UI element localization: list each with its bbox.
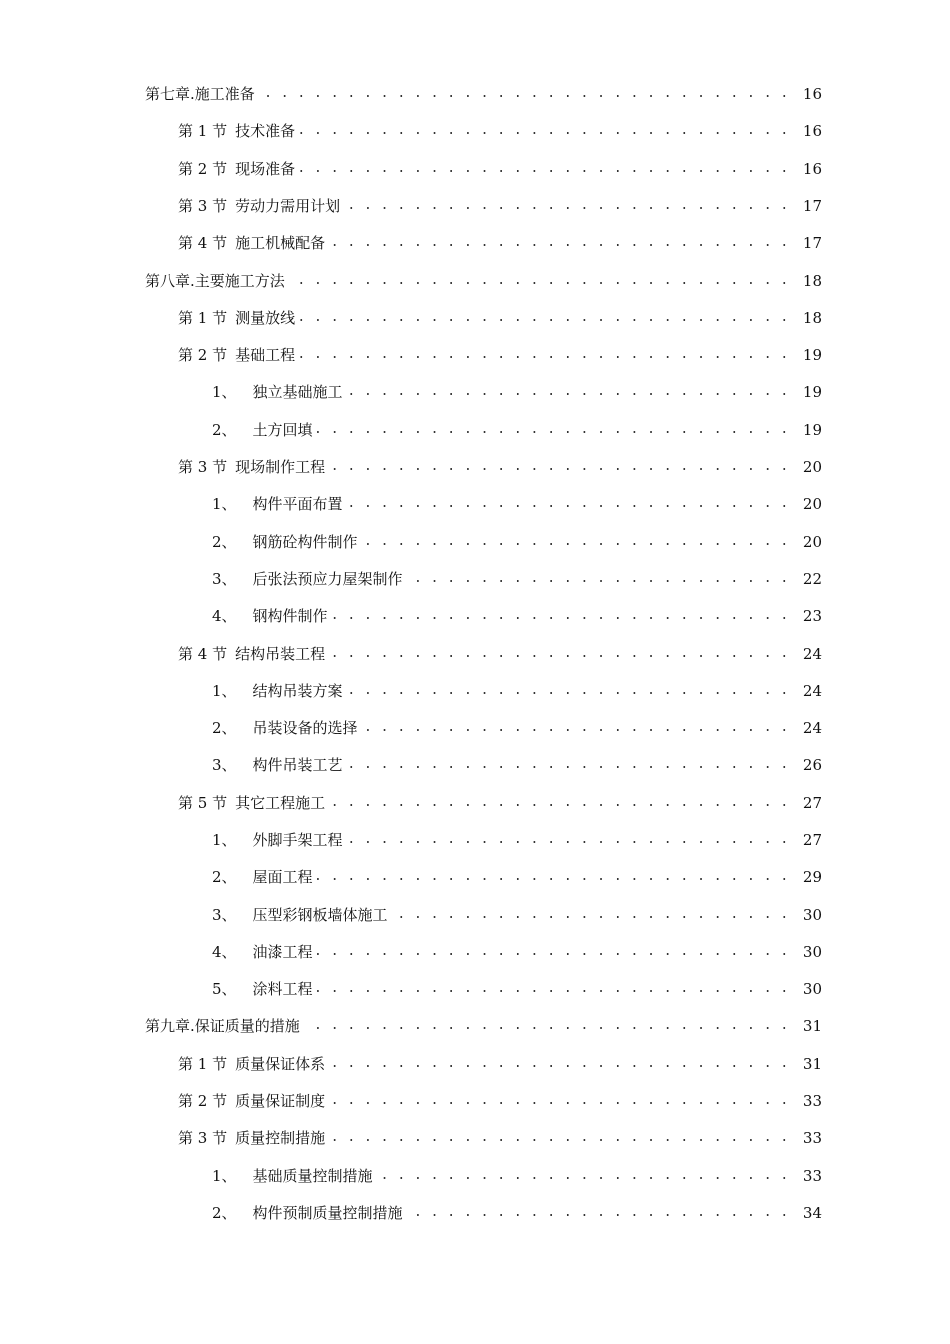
toc-entry-label xyxy=(212,418,317,442)
toc-entry-title: 压型彩钢板墙体施工 xyxy=(252,906,388,924)
toc-entry-title: 现场准备 xyxy=(235,160,296,178)
toc-entry-title: 构件吊装工艺 xyxy=(252,756,343,774)
toc-entry-number: 第 4 节 xyxy=(178,645,228,663)
toc-entry-label xyxy=(212,604,332,628)
toc-entry-page: 16 xyxy=(799,119,822,143)
toc-entry-page: 29 xyxy=(799,865,822,889)
toc-entry-label xyxy=(212,679,347,703)
toc-entry-title: 结构吊装工程 xyxy=(235,645,326,663)
toc-entry-page: 24 xyxy=(799,642,822,666)
toc-entry-page: 24 xyxy=(799,679,822,703)
toc-entry-label xyxy=(178,231,329,255)
toc-entry-number: 3、 xyxy=(212,906,237,924)
toc-entry-label xyxy=(178,1126,329,1150)
toc-entry-section[interactable] xyxy=(0,194,950,218)
toc-entry-page: 22 xyxy=(799,567,822,591)
toc-entry-page: 17 xyxy=(799,231,822,255)
toc-entry-label xyxy=(212,492,347,516)
toc-entry-page: 33 xyxy=(799,1089,822,1113)
toc-entry-item[interactable] xyxy=(0,977,950,1001)
toc-entry-number: 第七章 xyxy=(145,85,191,103)
toc-entry-number: 1、 xyxy=(212,495,237,513)
toc-entry-title: 钢筋砼构件制作 xyxy=(252,533,358,551)
toc-entry-item[interactable] xyxy=(0,1201,950,1225)
toc-entry-label xyxy=(212,530,362,554)
toc-entry-item[interactable] xyxy=(0,530,950,554)
toc-entry-number: 4、 xyxy=(212,607,237,625)
toc-entry-title: 独立基础施工 xyxy=(252,383,343,401)
toc-entry-title: 技术准备 xyxy=(235,122,296,140)
toc-entry-label xyxy=(212,1201,407,1225)
toc-entry-section[interactable] xyxy=(0,1052,950,1076)
toc-entry-title: 后张法预应力屋架制作 xyxy=(252,570,403,588)
toc-entry-page: 17 xyxy=(799,194,822,218)
toc-entry-number: 第 2 节 xyxy=(178,1092,228,1110)
toc-entry-section[interactable] xyxy=(0,455,950,479)
toc-entry-number: 第 1 节 xyxy=(178,1055,228,1073)
toc-entry-title: .主要施工方法 xyxy=(190,272,285,290)
toc-entry-number: 1、 xyxy=(212,1167,237,1185)
toc-entry-title: 测量放线 xyxy=(235,309,296,327)
toc-entry-page: 30 xyxy=(799,940,822,964)
toc-entry-page: 19 xyxy=(799,343,822,367)
toc-entry-page: 20 xyxy=(799,530,822,554)
toc-entry-number: 2、 xyxy=(212,719,237,737)
toc-entry-page: 27 xyxy=(799,828,822,852)
toc-entry-label xyxy=(178,642,329,666)
toc-entry-page: 24 xyxy=(799,716,822,740)
toc-entry-label xyxy=(178,343,299,367)
toc-entry-number: 第 3 节 xyxy=(178,1129,228,1147)
toc-entry-label xyxy=(178,1052,329,1076)
toc-entry-label xyxy=(178,157,299,181)
toc-entry-page: 18 xyxy=(799,269,822,293)
toc-entry-item[interactable] xyxy=(0,753,950,777)
toc-entry-title: 构件平面布置 xyxy=(252,495,343,513)
toc-entry-title: 基础质量控制措施 xyxy=(252,1167,373,1185)
toc-entry-item[interactable] xyxy=(0,1164,950,1188)
toc-entry-page: 31 xyxy=(799,1052,822,1076)
toc-entry-number: 4、 xyxy=(212,943,237,961)
toc-entry-page: 30 xyxy=(799,977,822,1001)
toc-entry-page: 20 xyxy=(799,455,822,479)
toc-entry-item[interactable] xyxy=(0,903,950,927)
toc-entry-title: 劳动力需用计划 xyxy=(235,197,341,215)
toc-entry-item[interactable] xyxy=(0,828,950,852)
toc-entry-page: 33 xyxy=(799,1126,822,1150)
toc-entry-item[interactable] xyxy=(0,716,950,740)
toc-entry-title: 施工机械配备 xyxy=(235,234,326,252)
toc-entry-page: 30 xyxy=(799,903,822,927)
toc-entry-number: 第 2 节 xyxy=(178,346,228,364)
toc-entry-number: 2、 xyxy=(212,421,237,439)
toc-entry-title: .施工准备 xyxy=(190,85,255,103)
toc-entry-number: 第 3 节 xyxy=(178,197,228,215)
toc-entry-label xyxy=(212,753,347,777)
toc-entry-section[interactable] xyxy=(0,343,950,367)
toc-entry-page: 27 xyxy=(799,791,822,815)
toc-entry-label xyxy=(212,380,347,404)
toc-entry-title: 构件预制质量控制措施 xyxy=(252,1204,403,1222)
toc-entry-item[interactable] xyxy=(0,567,950,591)
toc-entry-section[interactable] xyxy=(0,1089,950,1113)
toc-entry-item[interactable] xyxy=(0,940,950,964)
toc-entry-page: 26 xyxy=(799,753,822,777)
toc-entry-label xyxy=(212,828,347,852)
toc-entry-title: 现场制作工程 xyxy=(235,458,326,476)
toc-entry-number: 3、 xyxy=(212,570,237,588)
toc-entry-section[interactable] xyxy=(0,157,950,181)
toc-entry-title: 质量保证制度 xyxy=(235,1092,326,1110)
toc-entry-number: 第 5 节 xyxy=(178,794,228,812)
toc-entry-title: 钢构件制作 xyxy=(252,607,328,625)
toc-entry-section[interactable] xyxy=(0,306,950,330)
toc-entry-number: 1、 xyxy=(212,682,237,700)
toc-entry-chapter[interactable] xyxy=(0,1014,950,1038)
toc-entry-label xyxy=(212,940,317,964)
toc-entry-page: 31 xyxy=(799,1014,822,1038)
toc-entry-title: 油漆工程 xyxy=(252,943,313,961)
toc-entry-label xyxy=(178,455,329,479)
toc-entry-page: 20 xyxy=(799,492,822,516)
toc-entry-chapter[interactable] xyxy=(0,82,950,106)
toc-entry-number: 第 4 节 xyxy=(178,234,228,252)
toc-entry-label xyxy=(178,119,299,143)
toc-entry-number: 第九章 xyxy=(145,1017,191,1035)
toc-entry-page: 19 xyxy=(799,418,822,442)
toc-entry-item[interactable] xyxy=(0,492,950,516)
toc-entry-section[interactable] xyxy=(0,642,950,666)
toc-entry-number: 第八章 xyxy=(145,272,191,290)
toc-entry-page: 19 xyxy=(799,380,822,404)
toc-entry-number: 2、 xyxy=(212,533,237,551)
toc-entry-title: 基础工程 xyxy=(235,346,296,364)
toc-entry-number: 第 2 节 xyxy=(178,160,228,178)
toc-entry-page: 18 xyxy=(799,306,822,330)
toc-entry-chapter[interactable] xyxy=(0,269,950,293)
toc-entry-number: 1、 xyxy=(212,383,237,401)
toc-entry-number: 2、 xyxy=(212,1204,237,1222)
toc-entry-number: 第 3 节 xyxy=(178,458,228,476)
toc-entry-label xyxy=(212,1164,377,1188)
toc-entry-label xyxy=(145,1014,304,1038)
toc-entry-number: 第 1 节 xyxy=(178,122,228,140)
toc-entry-title: 结构吊装方案 xyxy=(252,682,343,700)
toc-entry-title: 屋面工程 xyxy=(252,868,313,886)
toc-entry-label xyxy=(212,903,392,927)
toc-entry-title: .保证质量的措施 xyxy=(190,1017,300,1035)
toc-entry-section[interactable] xyxy=(0,791,950,815)
toc-entry-label xyxy=(145,269,289,293)
toc-entry-number: 2、 xyxy=(212,868,237,886)
toc-entry-number: 1、 xyxy=(212,831,237,849)
toc-entry-section[interactable] xyxy=(0,1126,950,1150)
toc-entry-item[interactable] xyxy=(0,418,950,442)
toc-entry-label xyxy=(178,791,329,815)
toc-entry-page: 23 xyxy=(799,604,822,628)
toc-entry-title: 外脚手架工程 xyxy=(252,831,343,849)
toc-entry-item[interactable] xyxy=(0,865,950,889)
toc-entry-section[interactable] xyxy=(0,119,950,143)
toc-entry-label xyxy=(212,567,407,591)
toc-entry-label xyxy=(212,716,362,740)
toc-entry-item[interactable] xyxy=(0,380,950,404)
toc-entry-section[interactable] xyxy=(0,231,950,255)
toc-entry-page: 33 xyxy=(799,1164,822,1188)
toc-entry-title: 质量保证体系 xyxy=(235,1055,326,1073)
toc-entry-page: 16 xyxy=(799,157,822,181)
toc-entry-number: 3、 xyxy=(212,756,237,774)
toc-entry-label xyxy=(178,306,299,330)
toc-entry-page: 16 xyxy=(799,82,822,106)
toc-entry-label xyxy=(145,82,259,106)
toc-entry-title: 土方回填 xyxy=(252,421,313,439)
toc-entry-title: 其它工程施工 xyxy=(235,794,326,812)
toc-entry-label xyxy=(212,977,317,1001)
toc-entry-title: 吊装设备的选择 xyxy=(252,719,358,737)
toc-entry-label xyxy=(178,1089,329,1113)
toc-entry-number: 5、 xyxy=(212,980,237,998)
toc-entry-item[interactable] xyxy=(0,679,950,703)
toc-entry-label xyxy=(178,194,344,218)
toc-entry-number: 第 1 节 xyxy=(178,309,228,327)
toc-entry-label xyxy=(212,865,317,889)
toc-entry-title: 质量控制措施 xyxy=(235,1129,326,1147)
toc-entry-page: 34 xyxy=(799,1201,822,1225)
toc-entry-item[interactable] xyxy=(0,604,950,628)
toc-entry-title: 涂料工程 xyxy=(252,980,313,998)
